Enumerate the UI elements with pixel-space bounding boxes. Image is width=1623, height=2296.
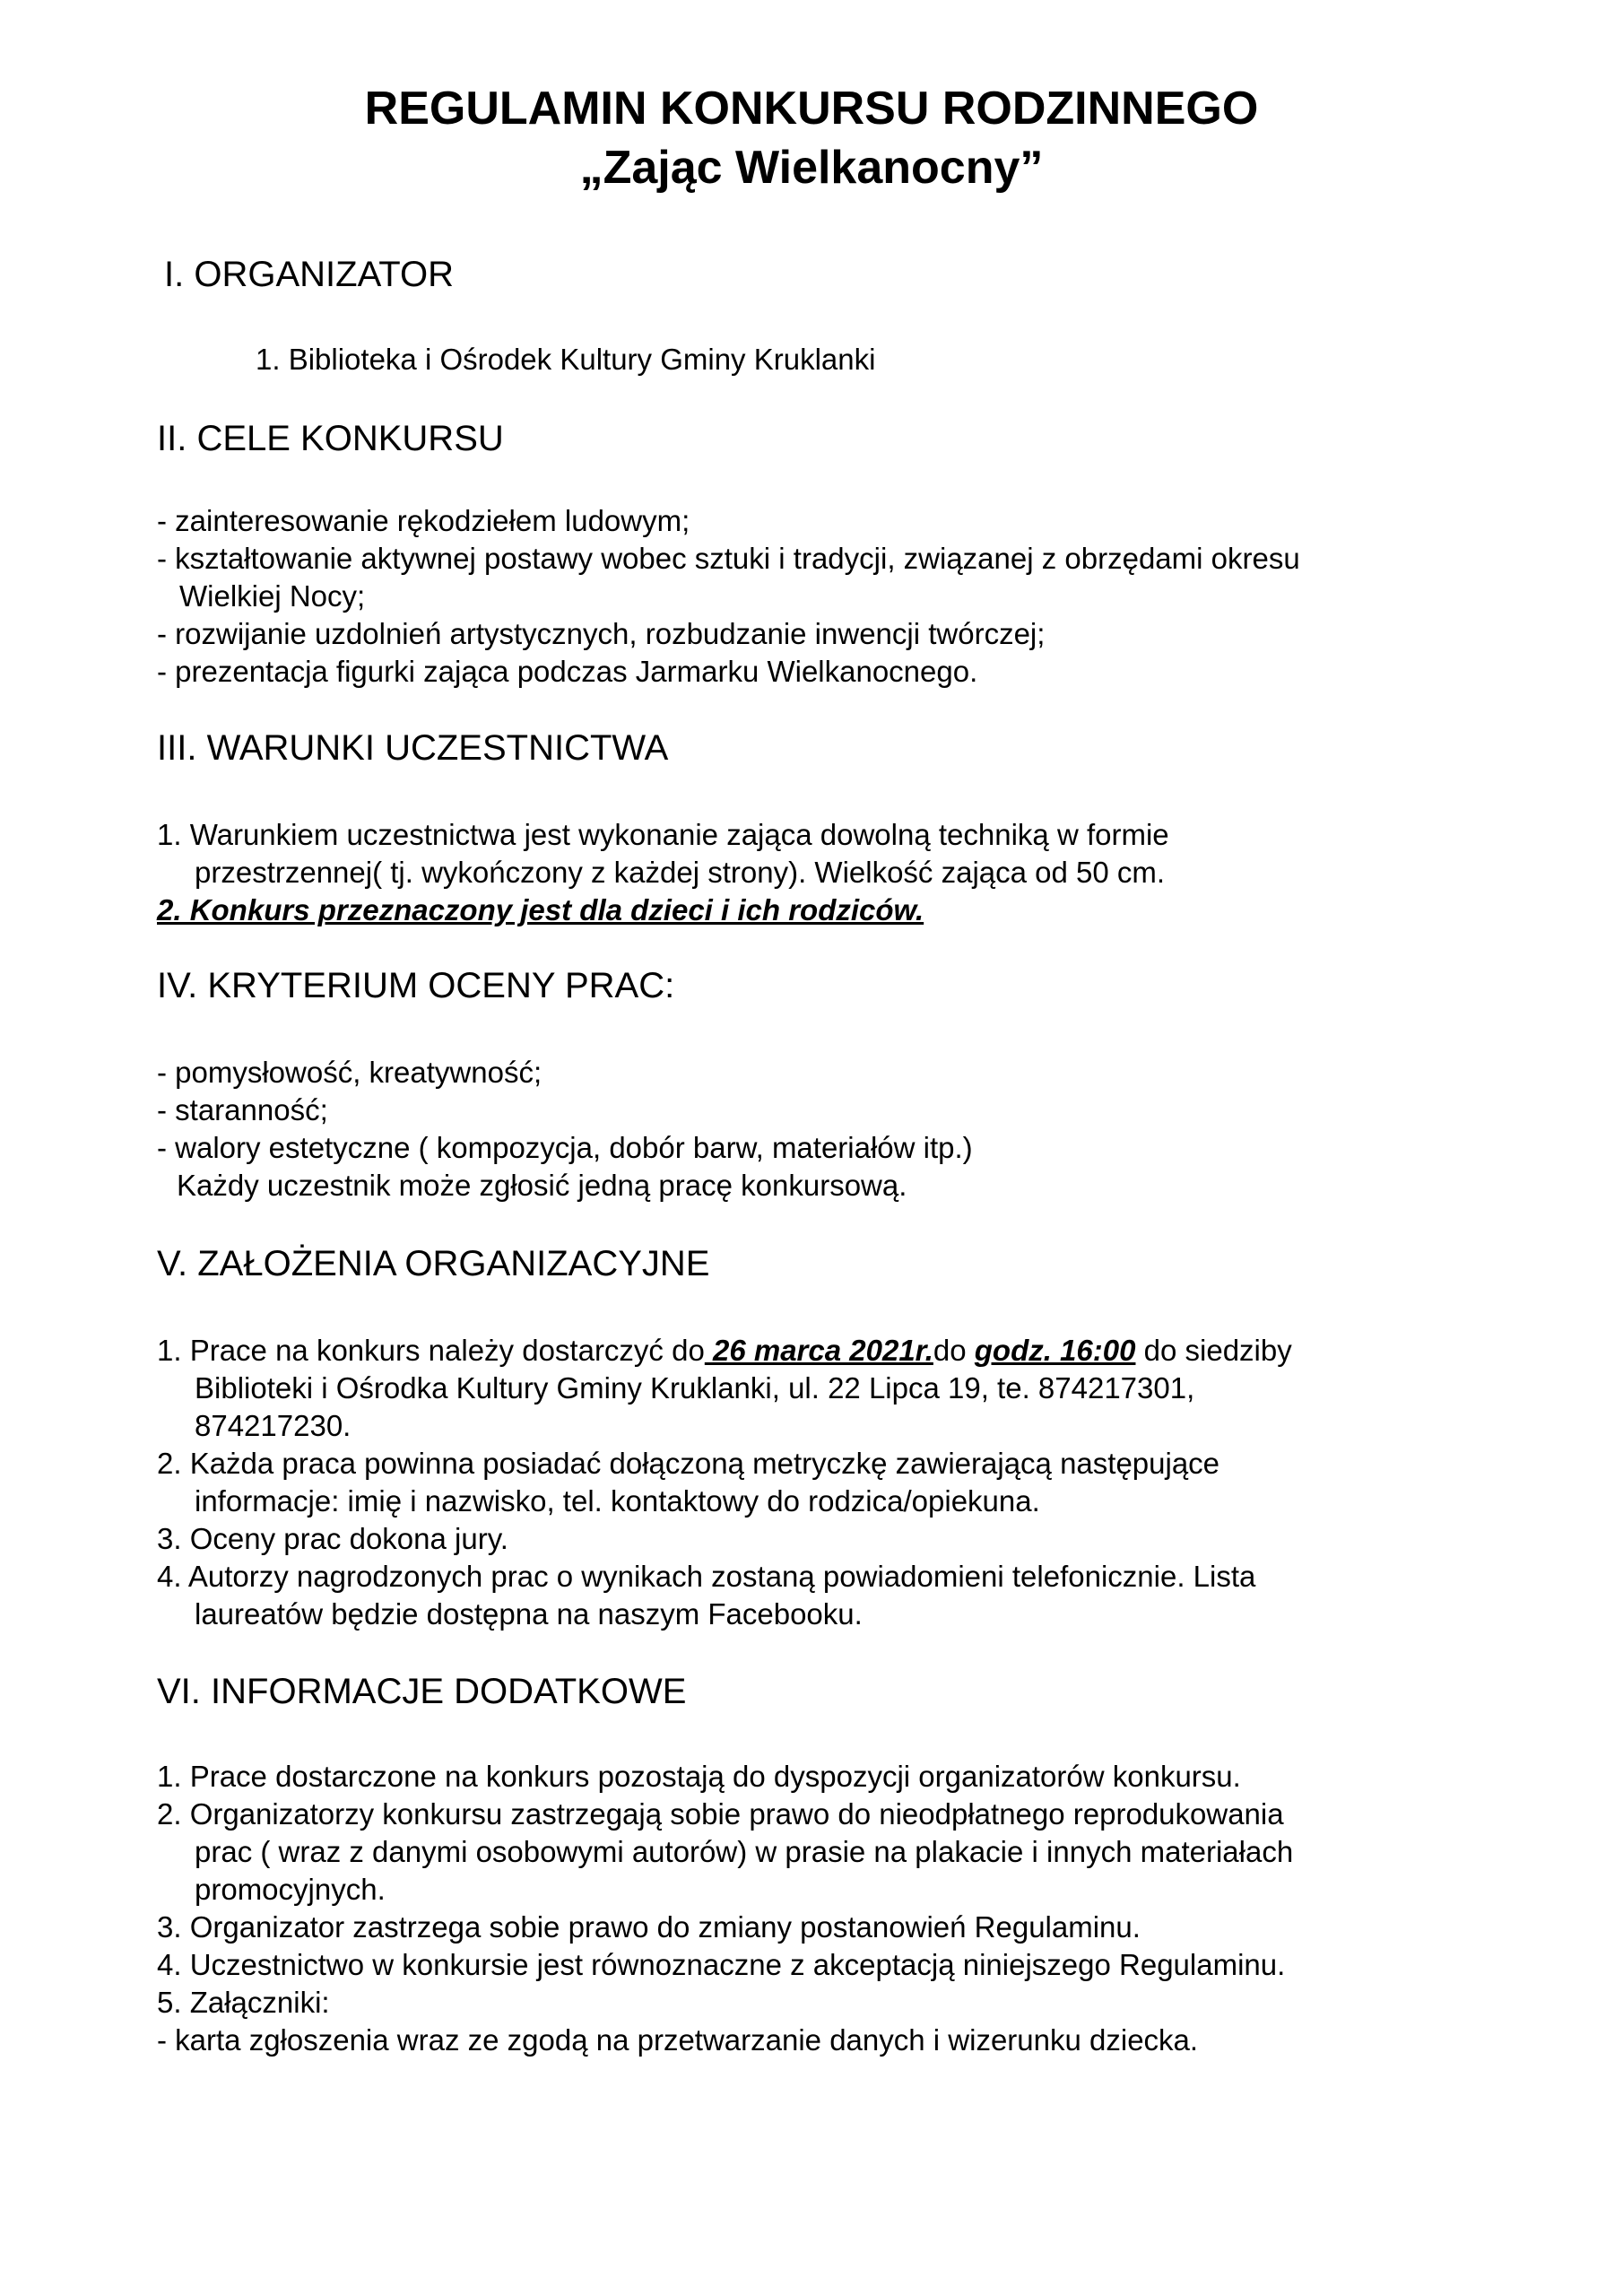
deadline-date: 26 marca 2021r. <box>704 1334 933 1367</box>
info-item: 1. Prace dostarczone na konkurs pozostają do dyspozycji organizatorów konkursu. <box>157 1760 1241 1793</box>
organization-item-text: do <box>933 1334 975 1367</box>
goal-item: - kształtowanie aktywnej postawy wobec sztuki i tradycji, związanej z obrzędami okresu <box>157 542 1300 575</box>
info-item: 4. Uczestnictwo w konkursie jest równoznaczne z akceptacją niniejszego Regulaminu. <box>157 1948 1286 1981</box>
organization-item: 4. Autorzy nagrodzonych prac o wynikach zostaną powiadomieni telefonicznie. Lista <box>157 1560 1256 1593</box>
section-heading-zalozenia: V. ZAŁOŻENIA ORGANIZACYJNE <box>157 1244 710 1283</box>
info-item-continuation: promocyjnych. <box>195 1873 386 1906</box>
organization-item <box>157 1332 1292 1370</box>
criterion-item: - staranność; <box>157 1093 328 1126</box>
organization-item-continuation: laureatów będzie dostępna na naszym Facebooku. <box>195 1597 863 1631</box>
info-item: 3. Organizator zastrzega sobie prawo do zmiany postanowień Regulaminu. <box>157 1910 1141 1944</box>
info-item: 5. Załączniki: <box>157 1986 330 2019</box>
criterion-item: - pomysłowość, kreatywność; <box>157 1056 542 1089</box>
organization-item-text: 1. Prace na konkurs należy dostarczyć do <box>157 1334 705 1367</box>
section-heading-warunki: III. WARUNKI UCZESTNICTWA <box>157 728 669 768</box>
info-item-continuation: prac ( wraz z danymi osobowymi autorów) w prasie na plakacie i innych materiałach <box>195 1835 1294 1868</box>
organization-item: 2. Każda praca powinna posiadać dołączoną metryczkę zawierającą następujące <box>157 1447 1220 1480</box>
section-heading-organizator: I. ORGANIZATOR <box>164 255 454 294</box>
organization-item-text: do siedziby <box>1135 1334 1292 1367</box>
condition-item-continuation: przestrzennej( tj. wykończony z każdej strony). Wielkość zająca od 50 cm. <box>195 856 1166 889</box>
section-heading-cele: II. CELE KONKURSU <box>157 419 504 458</box>
document-subtitle: „Zając Wielkanocny” <box>579 142 1044 194</box>
goal-item-continuation: Wielkiej Nocy; <box>179 579 366 613</box>
info-item: 2. Organizatorzy konkursu zastrzegają sobie prawo do nieodpłatnego reprodukowania <box>157 1797 1284 1831</box>
condition-item: 1. Warunkiem uczestnictwa jest wykonanie zająca dowolną techniką w formie <box>157 818 1169 851</box>
organization-item-continuation: informacje: imię i nazwisko, tel. kontaktowy do rodzica/opiekuna. <box>195 1484 1040 1518</box>
organization-item: 3. Oceny prac dokona jury. <box>157 1522 508 1555</box>
criterion-note: Każdy uczestnik może zgłosić jedną pracę konkursową. <box>177 1169 907 1202</box>
section-heading-kryterium: IV. KRYTERIUM OCENY PRAC: <box>157 966 675 1005</box>
document-title: REGULAMIN KONKURSU RODZINNEGO <box>364 83 1259 135</box>
goal-item: - prezentacja figurki zająca podczas Jarmarku Wielkanocnego. <box>157 655 978 688</box>
section-heading-informacje: VI. INFORMACJE DODATKOWE <box>157 1672 687 1711</box>
organization-item-continuation: 874217230. <box>195 1409 352 1442</box>
condition-item-highlighted: 2. Konkurs przeznaczony jest dla dzieci i ich rodziców. <box>157 893 924 926</box>
goal-item: - rozwijanie uzdolnień artystycznych, rozbudzanie inwencji twórczej; <box>157 617 1046 650</box>
goal-item: - zainteresowanie rękodziełem ludowym; <box>157 504 690 537</box>
organizer-item: 1. Biblioteka i Ośrodek Kultury Gminy Kruklanki <box>256 343 876 376</box>
organization-item-continuation: Biblioteki i Ośrodka Kultury Gminy Kruklanki, ul. 22 Lipca 19, te. 874217301, <box>195 1371 1195 1405</box>
deadline-time: godz. 16:00 <box>974 1334 1136 1367</box>
criterion-item: - walory estetyczne ( kompozycja, dobór barw, materiałów itp.) <box>157 1131 973 1164</box>
attachment-item: - karta zgłoszenia wraz ze zgodą na przetwarzanie danych i wizerunku dziecka. <box>157 2023 1199 2057</box>
